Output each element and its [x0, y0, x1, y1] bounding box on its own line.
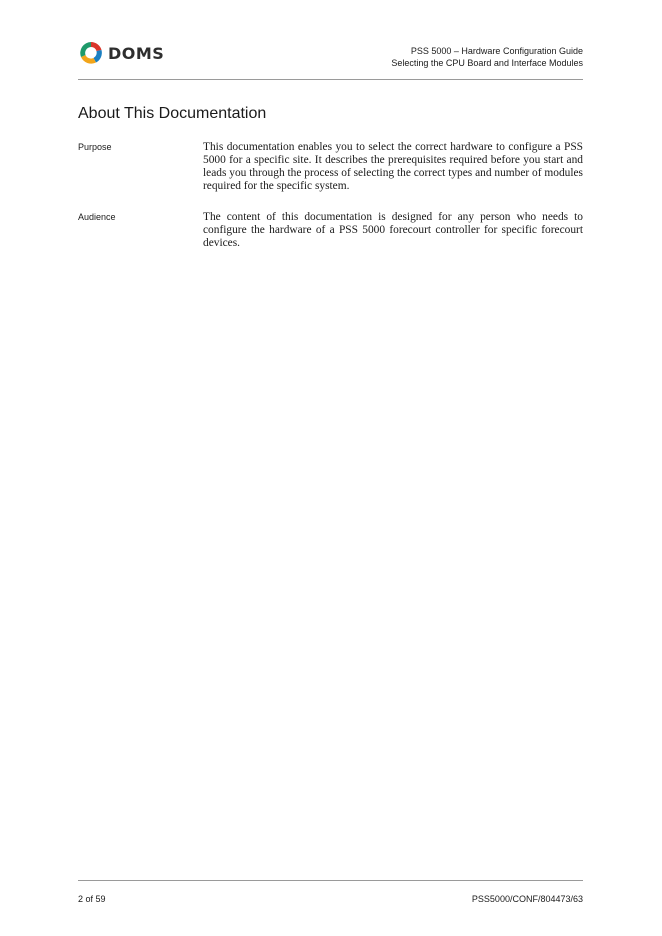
doms-logo-icon [78, 40, 104, 66]
footer-divider [78, 880, 583, 881]
header-chapter-title: Selecting the CPU Board and Interface Modules [391, 58, 583, 68]
section-title: About This Documentation [78, 105, 267, 122]
doms-logo [78, 38, 164, 68]
purpose-label: Purpose [78, 142, 112, 152]
header-document-title: PSS 5000 – Hardware Configuration Guide [410, 46, 583, 56]
document-id: PSS5000/CONF/804473/63 [471, 894, 583, 904]
logo-wordmark: DOMS [108, 43, 165, 63]
running-header [391, 45, 583, 69]
purpose-text: This documentation enables you to select the correct hardware to configure a PSS 5000 for a specific site. It describes the prerequisites required before you start and leads you through the process of selecting the correct types and number of modules required for the specific system. [203, 141, 583, 192]
audience-text: The content of this documentation is designed for any person who needs to configure the hardware of a PSS 5000 forecourt controller for specific forecourt devices. [203, 211, 583, 249]
audience-label: Audience [78, 212, 116, 222]
page-number: 2 of 59 [78, 894, 106, 904]
header-divider [78, 79, 583, 80]
